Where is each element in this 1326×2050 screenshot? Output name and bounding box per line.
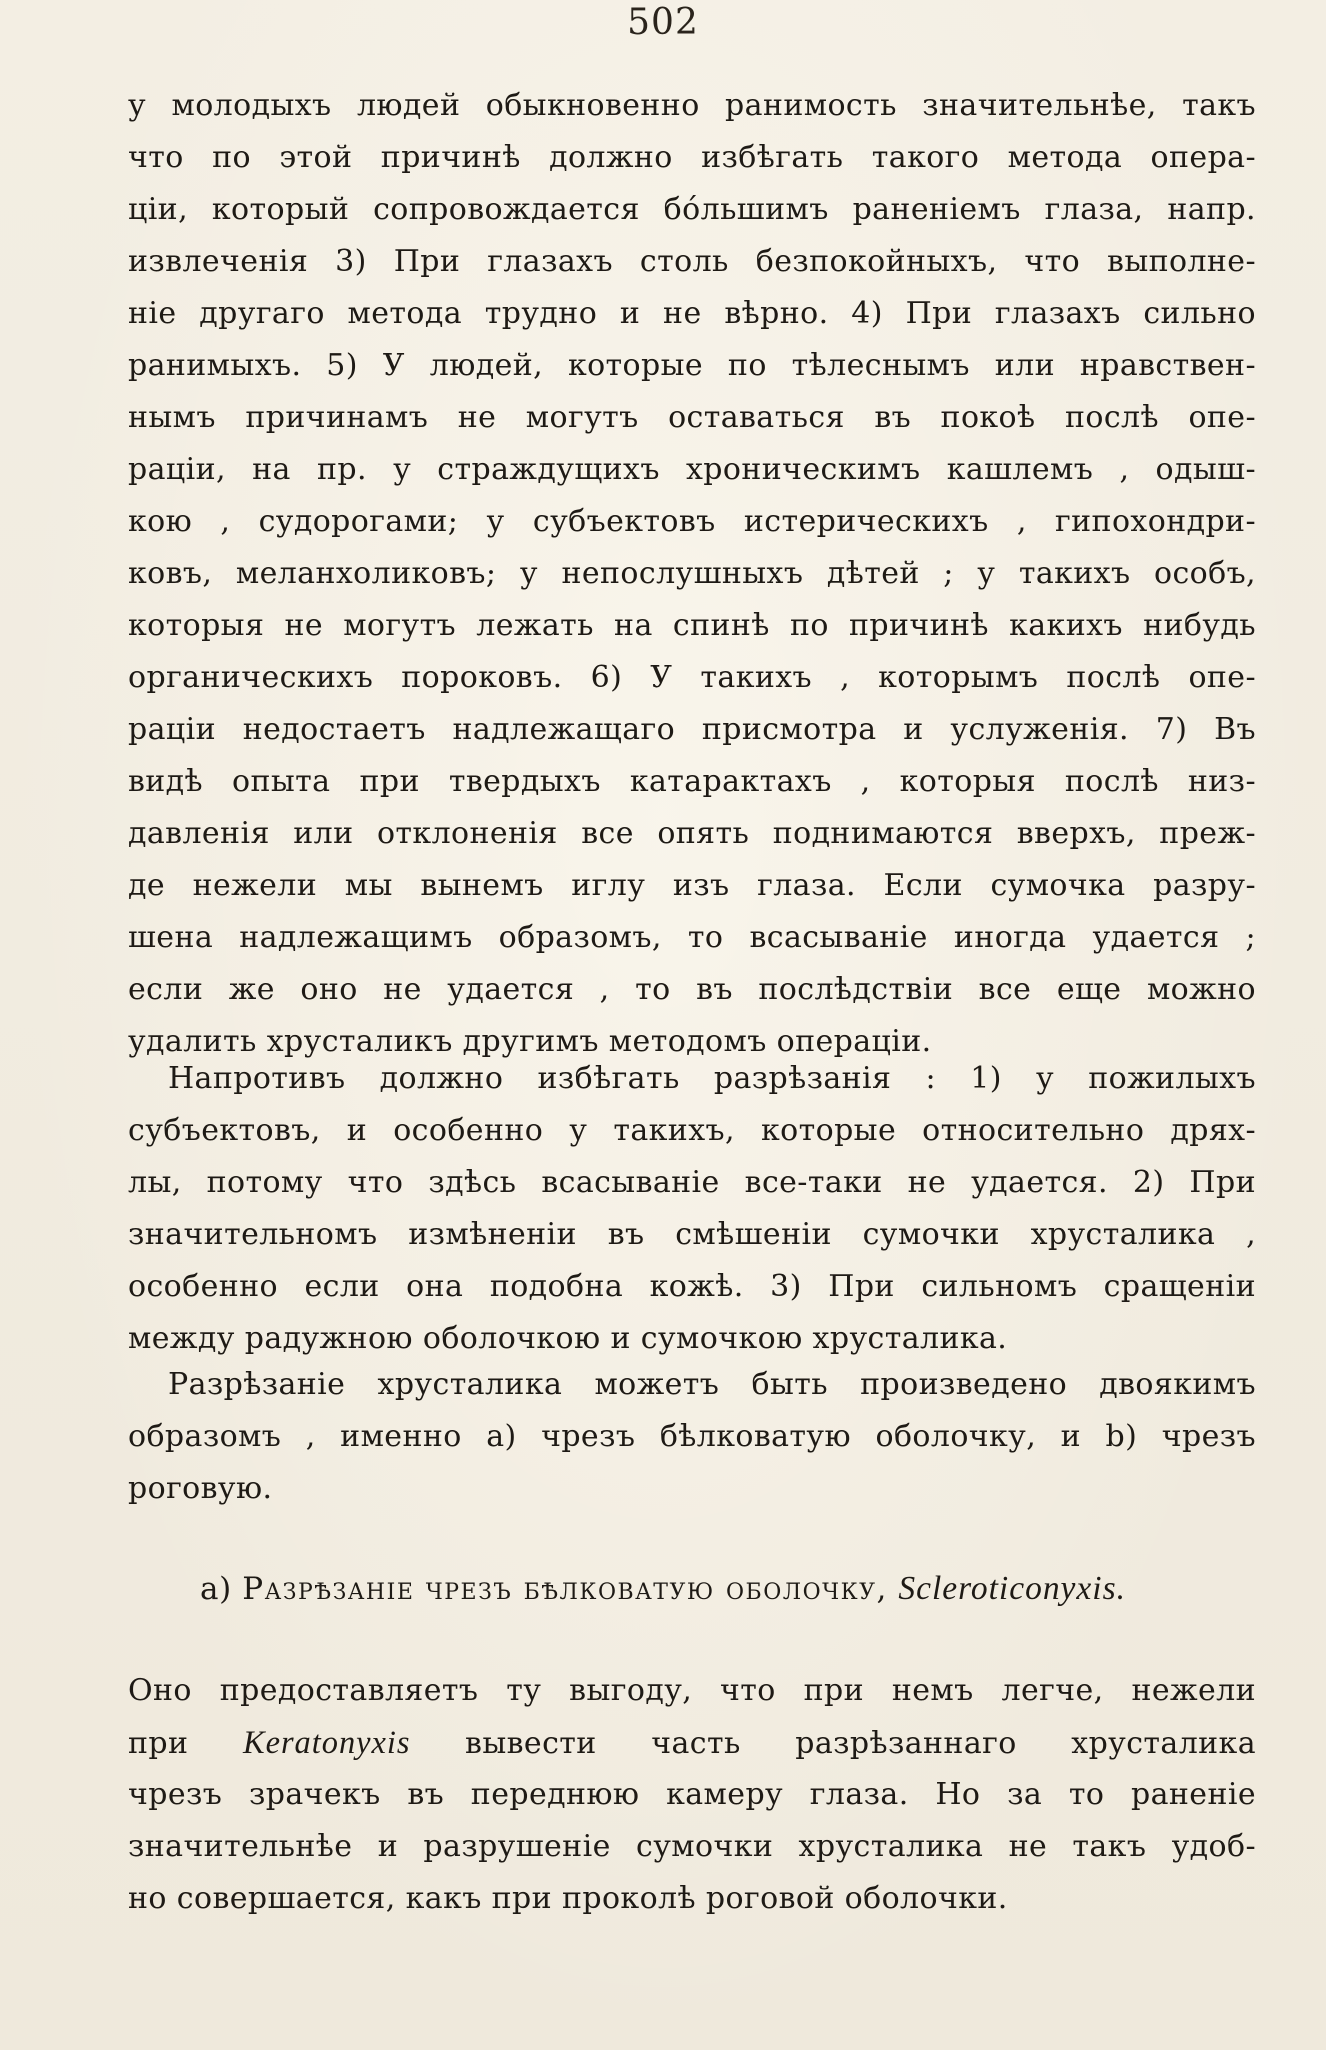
paragraph-1 [128, 80, 1256, 1068]
text-line: ранимыхъ. 5) У людей, которые по тѣлеснымъ или нравствен- [128, 348, 1256, 383]
text-line: видѣ опыта при твердыхъ катарактахъ , которыя послѣ низ- [128, 764, 1256, 799]
text-line: нымъ причинамъ не могутъ оставаться въ покоѣ послѣ опе- [128, 400, 1256, 435]
text-line: у молодыхъ людей обыкновенно ранимость значительнѣе, такъ [128, 88, 1256, 123]
text-line: образомъ , именно a) чрезъ бѣлковатую оболочку, и b) чрезъ [128, 1419, 1256, 1454]
text-line: Разрѣзаніе хрусталика можетъ быть произведено двоякимъ [168, 1367, 1256, 1402]
text-line: особенно если она подобна кожѣ. 3) При сильномъ сращеніи [128, 1269, 1256, 1304]
text-line: между радужною оболочкою и сумочкою хрусталика. [128, 1321, 1008, 1356]
heading-latin-term: Scleroticonyxis. [898, 1570, 1126, 1607]
latin-term: Keratonyxis [242, 1725, 411, 1761]
text-line: значительнѣе и разрушеніе сумочки хрусталика не такъ удоб- [128, 1829, 1256, 1864]
text-line: удалить хрусталикъ другимъ методомъ операціи. [128, 1024, 932, 1059]
heading-prefix: a) [200, 1571, 232, 1607]
text-line: раціи недостаетъ надлежащаго присмотра и услуженія. 7) Въ [128, 712, 1256, 747]
text-line: давленія или отклоненія все опять поднимаются вверхъ, преж- [128, 816, 1256, 851]
text-line: органическихъ пороковъ. 6) У такихъ , которымъ послѣ опе- [128, 660, 1256, 695]
text-line: субъектовъ, и особенно у такихъ, которые относительно дрях- [128, 1113, 1256, 1148]
text-line: лы, потому что здѣсь всасываніе все-таки не удается. 2) При [128, 1165, 1256, 1200]
text-line: шена надлежащимъ образомъ, то всасываніе иногда удается ; [128, 920, 1256, 955]
paragraph-3 [128, 1359, 1256, 1515]
section-heading [0, 1570, 1326, 1608]
text-line: де нежели мы вынемъ иглу изъ глаза. Если сумочка разру- [128, 868, 1256, 903]
text-line: если же оно не удается , то въ послѣдствіи все еще можно [128, 972, 1256, 1007]
text-line: чрезъ зрачекъ въ переднюю камеру глаза. Но за то раненіе [128, 1777, 1256, 1812]
text-line: Оно предоставляетъ ту выгоду, что при немъ легче, нежели [128, 1673, 1256, 1708]
paragraph-4 [128, 1665, 1256, 1925]
page-number: 502 [627, 2, 699, 43]
text-line: ніе другаго метода трудно и не вѣрно. 4) При глазахъ сильно [128, 296, 1256, 331]
text-line: раціи, на пр. у страждущихъ хроническимъ кашлемъ , одыш- [128, 452, 1256, 487]
text-line: ціи, который сопровождается бо́льшимъ раненіемъ глаза, напр. [128, 192, 1256, 227]
text-line: ковъ, меланхоликовъ; у непослушныхъ дѣтей ; у такихъ особъ, [128, 556, 1256, 591]
text-line: которыя не могутъ лежать на спинѣ по причинѣ какихъ нибудь [128, 608, 1256, 643]
text-line: но совершается, какъ при проколѣ роговой оболочки. [128, 1881, 1008, 1916]
text-line: Напротивъ должно избѣгать разрѣзанія : 1) у пожилыхъ [168, 1061, 1256, 1096]
text-line: значительномъ измѣненіи въ смѣшеніи сумочки хрусталика , [128, 1217, 1256, 1252]
paragraph-2 [128, 1053, 1256, 1365]
text-line: роговую. [128, 1471, 273, 1506]
text-line: кою , судорогами; у субъектовъ истерическихъ , гипохондри- [128, 504, 1256, 539]
text-line: что по этой причинѣ должно избѣгать такого метода опера- [128, 140, 1256, 175]
text-line: извлеченія 3) При глазахъ столь безпокойныхъ, что выполне- [128, 244, 1256, 279]
text-line: при Keratonyxis вывести часть разрѣзаннаго хрусталика [128, 1725, 1256, 1761]
heading-title: Разрѣзаніе чрезъ бѣлковатую оболочку, [242, 1571, 888, 1607]
